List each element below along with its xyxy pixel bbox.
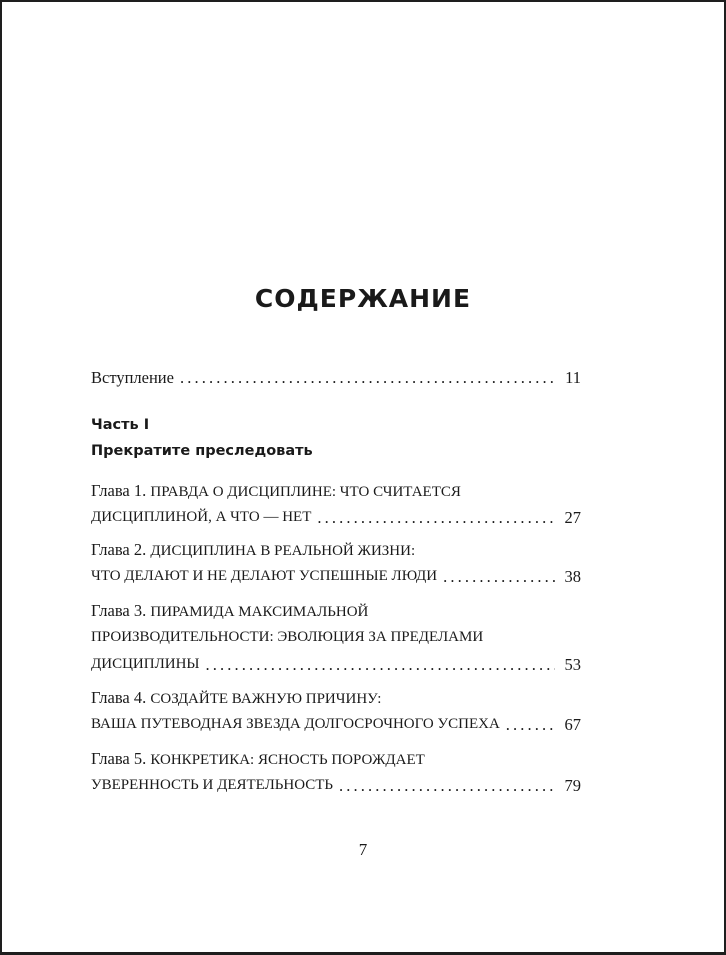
chapter-title-line: ПИРАМИДА МАКСИМАЛЬНОЙ bbox=[150, 604, 369, 620]
chapter-prefix: Глава 1. bbox=[91, 481, 147, 500]
entry-label: Вступление bbox=[91, 368, 174, 387]
chapter-title-line: СОЗДАЙТЕ ВАЖНУЮ ПРИЧИНУ: bbox=[150, 691, 382, 707]
chapter-prefix: Глава 5. bbox=[91, 749, 147, 768]
entry-page: 79 bbox=[564, 776, 581, 795]
dot-leader bbox=[317, 504, 555, 531]
dot-leader bbox=[443, 563, 555, 590]
toc-entry-chapter-4 bbox=[91, 684, 581, 738]
dot-leader bbox=[206, 651, 556, 678]
chapter-title-line: УВЕРЕННОСТЬ И ДЕЯТЕЛЬНОСТЬ bbox=[91, 777, 334, 793]
chapter-title-line: ПРОИЗВОДИТЕЛЬНОСТИ: ЭВОЛЮЦИЯ ЗА ПРЕДЕЛАМИ bbox=[91, 629, 484, 645]
part-number: Часть I bbox=[91, 417, 150, 433]
chapter-title-line: ПРАВДА О ДИСЦИПЛИНЕ: ЧТО СЧИТАЕТСЯ bbox=[150, 484, 461, 500]
dot-leader bbox=[339, 772, 555, 799]
dot-leader bbox=[180, 364, 555, 391]
chapter-prefix: Глава 3. bbox=[91, 601, 147, 620]
toc-entry-chapter-5 bbox=[91, 745, 581, 799]
chapter-title-line: ДИСЦИПЛИНОЙ, А ЧТО — НЕТ bbox=[91, 509, 312, 525]
toc-entry-chapter-2 bbox=[91, 536, 581, 590]
toc-entry-chapter-3 bbox=[91, 597, 581, 678]
part-heading bbox=[91, 412, 581, 464]
entry-page: 11 bbox=[565, 368, 581, 387]
entry-page: 67 bbox=[564, 715, 581, 734]
entry-page: 38 bbox=[564, 567, 581, 586]
chapter-title-line: ЧТО ДЕЛАЮТ И НЕ ДЕЛАЮТ УСПЕШНЫЕ ЛЮДИ bbox=[91, 568, 438, 584]
chapter-title-line: ВАША ПУТЕВОДНАЯ ЗВЕЗДА ДОЛГОСРОЧНОГО УСПЕХА bbox=[91, 716, 500, 732]
chapter-prefix: Глава 2. bbox=[91, 540, 147, 559]
chapter-prefix: Глава 4. bbox=[91, 688, 147, 707]
entry-page: 27 bbox=[564, 508, 581, 527]
part-name: Прекратите преследовать bbox=[91, 443, 313, 459]
page-number: 7 bbox=[358, 840, 368, 859]
dot-leader bbox=[506, 711, 555, 738]
toc-entry-chapter-1 bbox=[91, 477, 581, 531]
chapter-title-line: ДИСЦИПЛИНА В РЕАЛЬНОЙ ЖИЗНИ: bbox=[150, 543, 416, 559]
chapter-title-line: ДИСЦИПЛИНЫ bbox=[91, 656, 200, 672]
toc-entry-intro bbox=[91, 364, 581, 391]
chapter-title-line: КОНКРЕТИКА: ЯСНОСТЬ ПОРОЖДАЕТ bbox=[150, 752, 425, 768]
page-title: СОДЕРЖАНИЕ bbox=[254, 284, 472, 313]
entry-page: 53 bbox=[564, 655, 581, 674]
